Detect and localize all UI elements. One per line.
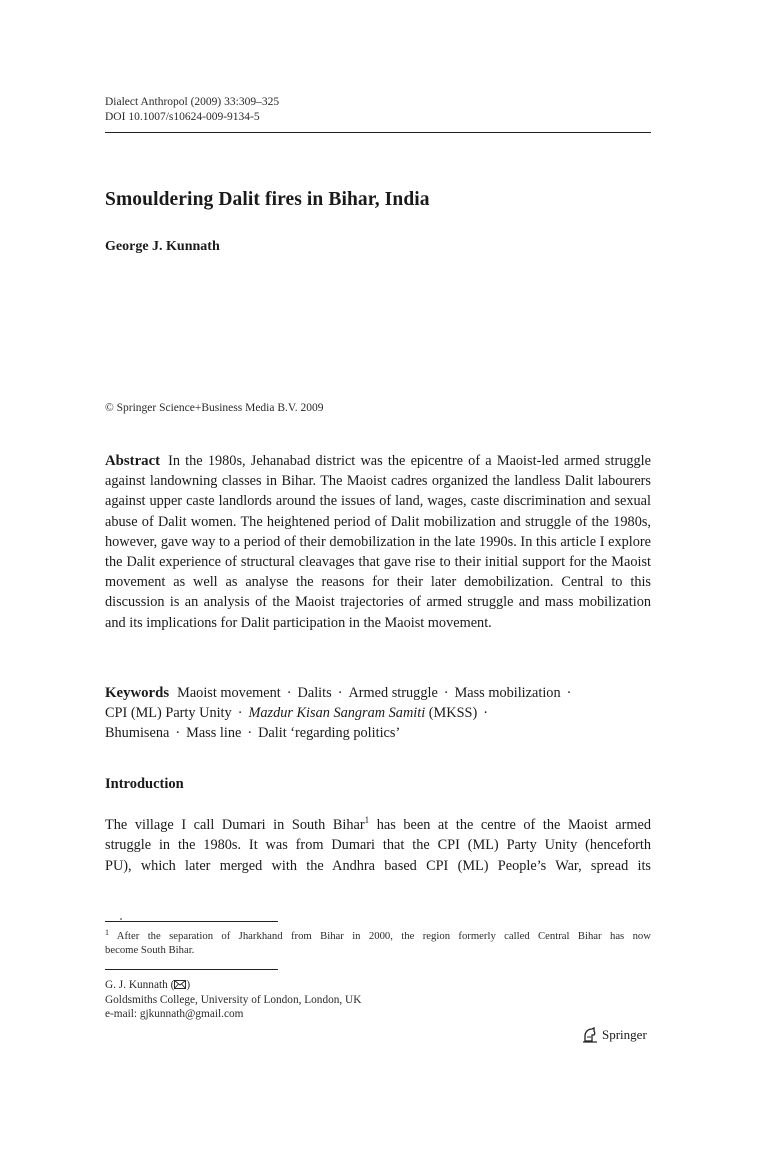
copyright-notice: © Springer Science+Business Media B.V. 2009 — [105, 402, 324, 414]
body-line: The village I call Dumari in South Bihar$^1$ has been at the centre of the Maoist armed — [105, 815, 651, 833]
keywords-line-1 — [105, 683, 651, 703]
keyword: (MKSS) — [428, 705, 478, 722]
footnote-rule — [105, 921, 278, 922]
body-line: struggle in the 1980s. It was from Dumari that the CPI (ML) Party Unity (henceforth — [105, 837, 651, 854]
keyword: Mass line — [186, 725, 242, 742]
keyword-separator: · — [175, 725, 181, 742]
abstract-text: In the 1980s, Jehanabad district was the epicentre of a Maoist-led armed struggle against landowning classes in Bihar. The Maoist cadres organized the landless Dalit labourers against upper caste landlords around the issues of land, wages, caste discrimination and sexual abuse of Dalit women. The heightened period of Dalit mobilization and struggle of the 1980s, however, gave way to a period of their demobilization in the late 1990s. In this article I explore the Dalit experience of structural cleavages that gave rise to their initial support for the Maoist movement as well as analyse the reasons for their later demobilization. Central to this discussion is an analysis of the Maoist trajectories of armed struggle and mass mobilization and its implications for Dalit participation in the Maoist movement. — [105, 453, 651, 631]
contact-name: G. J. Kunnath ( ) — [105, 979, 191, 991]
section-body — [105, 815, 651, 876]
keyword-separator: · — [247, 725, 253, 742]
keyword: Bhumisena — [105, 725, 170, 742]
keyword-separator: · — [337, 685, 343, 701]
contact-affiliation: Goldsmiths College, University of London, London, UK — [105, 993, 362, 1006]
doi: DOI 10.1007/s10624-009-9134-5 — [105, 111, 260, 123]
footnote-number: 1 — [105, 928, 109, 937]
keyword-separator: · — [566, 685, 572, 701]
keyword-separator: · — [443, 685, 449, 701]
keyword: Armed struggle — [348, 685, 438, 701]
author-name: George J. Kunnath — [105, 239, 220, 254]
keyword: Dalits — [297, 685, 332, 701]
keywords-line-2 — [105, 703, 651, 723]
keyword: CPI (ML) Party Unity — [105, 705, 232, 722]
keyword-separator: · — [286, 685, 292, 701]
keyword: Dalit ‘regarding politics’ — [258, 725, 401, 742]
abstract — [105, 451, 651, 633]
footnote-line: $^1$ After the separation of Jharkhand from Bihar in 2000, the region formerly called Central Bihar has now — [105, 928, 651, 942]
keyword: Maoist movement — [177, 685, 281, 701]
keywords — [105, 683, 651, 744]
keyword: Mass mobilization — [454, 685, 561, 701]
keywords-line-3 — [105, 723, 651, 743]
publisher-name: Springer — [602, 1027, 647, 1042]
stray-mark — [120, 918, 122, 920]
keyword: Mazdur Kisan Sangram Samiti — [248, 705, 426, 722]
keyword-separator: · — [237, 705, 243, 722]
footnote-ref[interactable]: 1 — [364, 815, 370, 825]
contact-info — [105, 978, 361, 1022]
header-rule — [105, 132, 651, 133]
publisher-logo — [582, 1027, 647, 1043]
contact-email[interactable]: e-mail: gjkunnath@gmail.com — [105, 1008, 244, 1021]
abstract-label: Abstract — [105, 453, 161, 469]
keywords-label: Keywords — [105, 685, 170, 701]
journal-citation: Dialect Anthropol (2009) 33:309–325 — [105, 96, 280, 108]
footnote — [105, 929, 651, 957]
keyword-separator: · — [483, 705, 489, 722]
springer-horse-icon — [582, 1027, 598, 1043]
contact-rule — [105, 969, 278, 970]
journal-header — [105, 95, 279, 125]
body-line: PU), which later merged with the Andhra based CPI (ML) People’s War, spread its — [105, 857, 651, 874]
article-title: Smouldering Dalit fires in Bihar, India — [105, 189, 430, 210]
envelope-icon — [174, 980, 186, 989]
footnote-line: become South Bihar. — [105, 944, 195, 957]
section-heading: Introduction — [105, 776, 184, 792]
